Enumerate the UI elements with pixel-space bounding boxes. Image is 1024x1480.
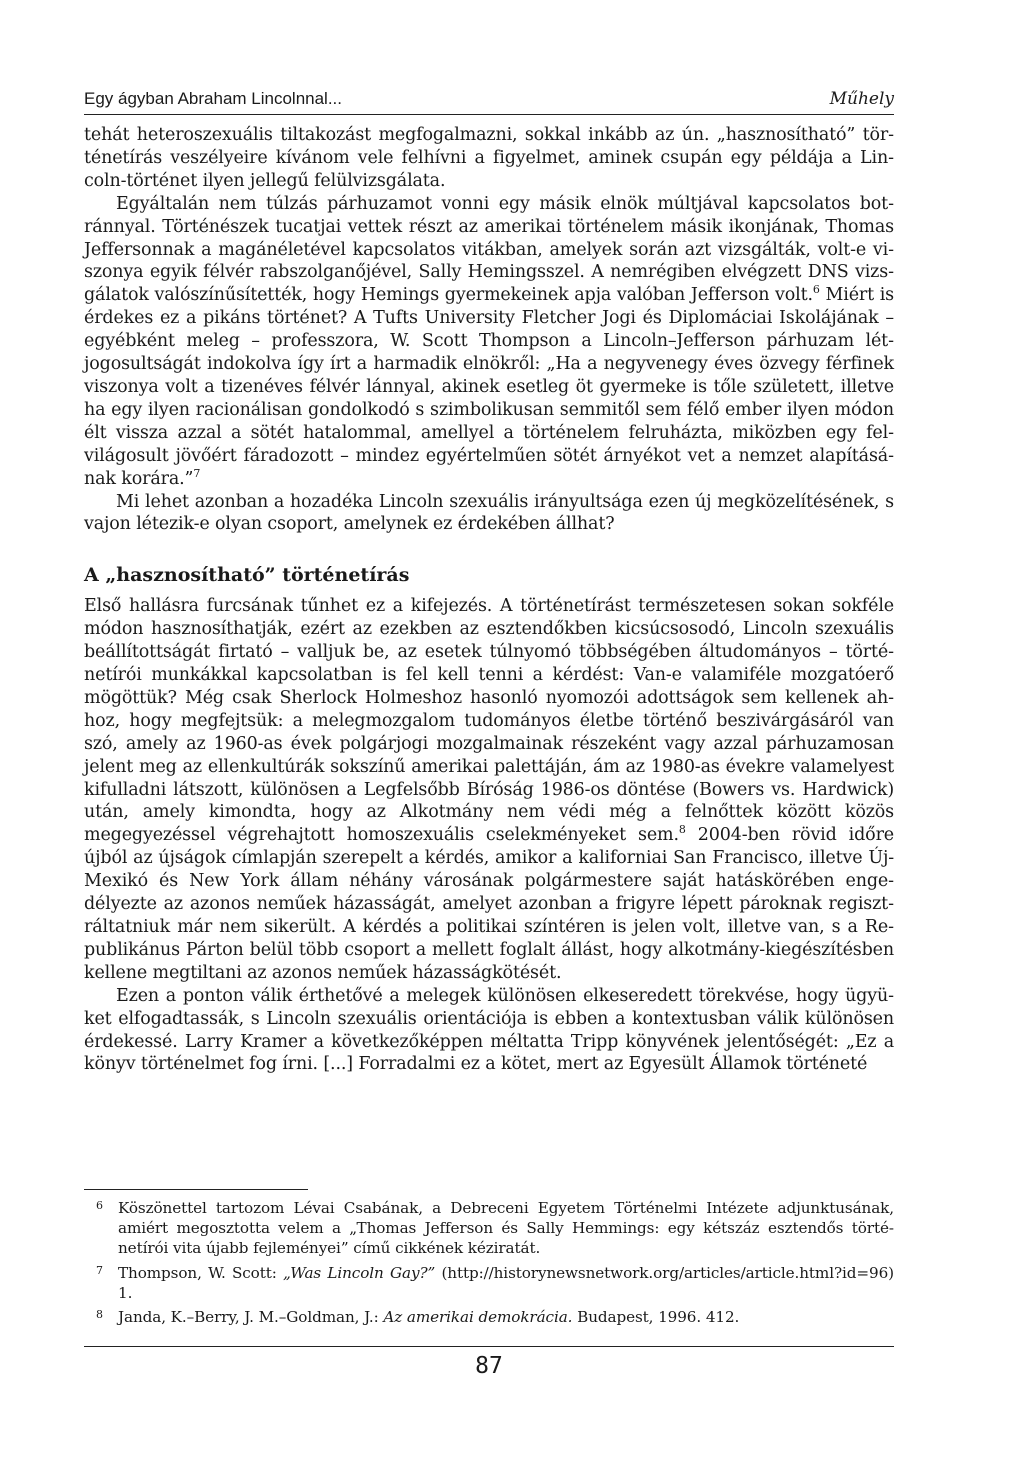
body-text (84, 124, 894, 1076)
footnote-number: 6 (96, 1199, 103, 1212)
paragraph-3: Mi lehet azonban a hozadéka Lincoln szexuális irányultsága ezen új megközelítésének, s vajon létezik-e olyan csoport, amelynek ez érdekében állhat? (84, 491, 894, 535)
paragraph-4 (84, 595, 894, 984)
footnote-title: „Was Lincoln Gay?” (283, 1263, 436, 1282)
page-number: 87 (475, 1353, 503, 1379)
footnote-7 (84, 1263, 894, 1303)
section-label: Műhely (829, 89, 894, 109)
paragraph-2-part-a: Egyáltalán nem túlzás párhuzamot vonni egy másik elnök múltjával kapcsolatos botránnyal. Történészek tucatjai vettek részt az amerikai történelem másik ikonjának, Thomas Jeffersonnak a magánéletével kapcsolatos vitákban, amelyek során azt vizsgálták, volt-e viszonya egyik félvér rabszolganőjével, Sally Hemingsszel. A nemrégiben elvégzett DNS vizsgálatok valószínűsítették, hogy Hemings gyermekeinek apja valóban Jefferson volt. (84, 193, 894, 306)
document-page (84, 0, 894, 1480)
paragraph-4-part-a: Első hallásra furcsának tűnhet ez a kifejezés. A történetírást természetesen sokan sokféle módon hasznosíthatják, ezért az ezekben az esztendőkben kicsúcsosodó, Lincoln szexuális beállítottságát firtató – valljuk be, az esetek túlnyomó többségében áltudományos – történetírói munkákkal kapcsolatban is fel kell tenni a kérdést: Van-e valamiféle mozgatóerő mögöttük? Még csak Sherlock Holmeshoz hasonló nyomozói adottságok sem kellenek ahhoz, hogy megfejtsük: a melegmozgalom tudományos életbe történő beszivárgásáról van szó, amely az 1960-as évek polgárjogi mozgalmainak részeként vagy azzal párhuzamosan jelent meg az ellenkultúrák sokszínű amerikai palettáján, ám az 1980-as évekre valamelyest kifulladni látszott, különösen a Legfelsőbb Bíróság 1986-os döntése (Bowers vs. Hardwick) után, amely kimondta, hogy az Alkotmány nem védi még a felnőttek között közös megegyezéssel végrehajtott homoszexuális cselekményeket sem. (84, 596, 894, 846)
footnote-ref-7[interactable]: 7 (193, 466, 201, 480)
page-bottom-rule (84, 1346, 894, 1347)
paragraph-2 (84, 193, 894, 491)
footnote-number: 8 (96, 1308, 103, 1322)
paragraph-5: Ezen a ponton válik érthetővé a melegek különösen elkeseredett törekvése, hogy ügyüket elfogadtassák, s Lincoln szexuális orientációja is ebben a kontextusban válik különösen érdekessé. Larry Kramer a következőképpen méltatta Tripp könyvének jelentőségét: „Ez a könyv történelmet fog írni. [...] Forradalmi ez a kötet, mert az Egyesült Államok történeté (84, 985, 894, 1075)
footnote-6 (84, 1198, 894, 1259)
footnote-title: Az amerikai demokrácia. (383, 1308, 573, 1327)
footnote-text: Köszönettel tartozom Lévai Csabának, a Debreceni Egyetem Történelmi Intézete adjunktusának, amiért megosztotta velem a „Thomas Jefferson és Sally Hemmings: egy kétszáz esztendős történetírói vita újabb fejleményei” című cikkének kéziratát. (118, 1199, 894, 1258)
running-title: Egy ágyban Abraham Lincolnnal... (84, 89, 343, 108)
footnote-number: 7 (96, 1263, 103, 1277)
footnote-ref-6[interactable]: 6 (812, 283, 820, 297)
footnote-text: Thompson, W. Scott: (118, 1263, 284, 1282)
footnote-url[interactable]: (http://historynewsnetwork.org/articles/article.html?id=96) 1. (118, 1263, 894, 1302)
footnotes (84, 1198, 894, 1331)
paragraph-4-part-b: 2004-ben rövid időre újból az újságok címlapján szerepelt a kérdés, amikor a kaliforniai San Francisco, illetve Új-Mexikó és New York állam néhány városának polgármestere saját hatáskörében engedélyezte az azonos neműek házasságát, amelyet azonban a frigyre lépett pároknak regisztráltatniuk már nem sikerült. A kérdés a politikai színtéren is jelen volt, illetve van, s a Republikánus Párton belül több csoport a mellett foglalt állást, hogy alkotmány-kiegészítésben kellene megtiltani az azonos neműek házasságkötését. (84, 825, 894, 983)
footnote-8 (84, 1307, 894, 1327)
paragraph-1: tehát heteroszexuális tiltakozást megfogalmazni, sokkal inkább az ún. „hasznosítható” történetírás veszélyeire kívánom vele felhívni a figyelmet, aminek csupán egy példája a Lincoln-történet ilyen jellegű felülvizsgálata. (84, 125, 894, 191)
section-heading: A „hasznosítható” történetírás (84, 564, 410, 587)
footnote-ref-8[interactable]: 8 (678, 823, 686, 837)
footnote-divider (84, 1189, 308, 1190)
paragraph-2-part-b: Miért is érdekes ez a pikáns történet? A Tufts University Fletcher Jogi és Diplomáciai Iskolájának – egyébként meleg – professzora, W. Scott Thompson a Lincoln–Jefferson párhuzam létjogosultságát indokolva így írt a harmadik elnökről: „Ha a negyvenegy éves özvegy férfinek viszonya volt a tizenéves félvér lánnyal, akinek esetleg öt gyermeke is tőle született, illetve ha egy ilyen racionálisan gondolkodó s szimbolikusan semmitől sem félő ember ilyen módon élt vissza azzal a sötét hatalommal, amellyel a történelem felruházta, miközben egy felvilágosult jövőért fáradozott – mindez egyértelműen sötét árnyékot vet a nemzet alapításának korára.” (84, 285, 894, 489)
running-header (84, 88, 894, 115)
footnote-text-end: Budapest, 1996. 412. (572, 1308, 740, 1327)
footnote-text: Janda, K.–Berry, J. M.–Goldman, J.: (118, 1308, 384, 1327)
